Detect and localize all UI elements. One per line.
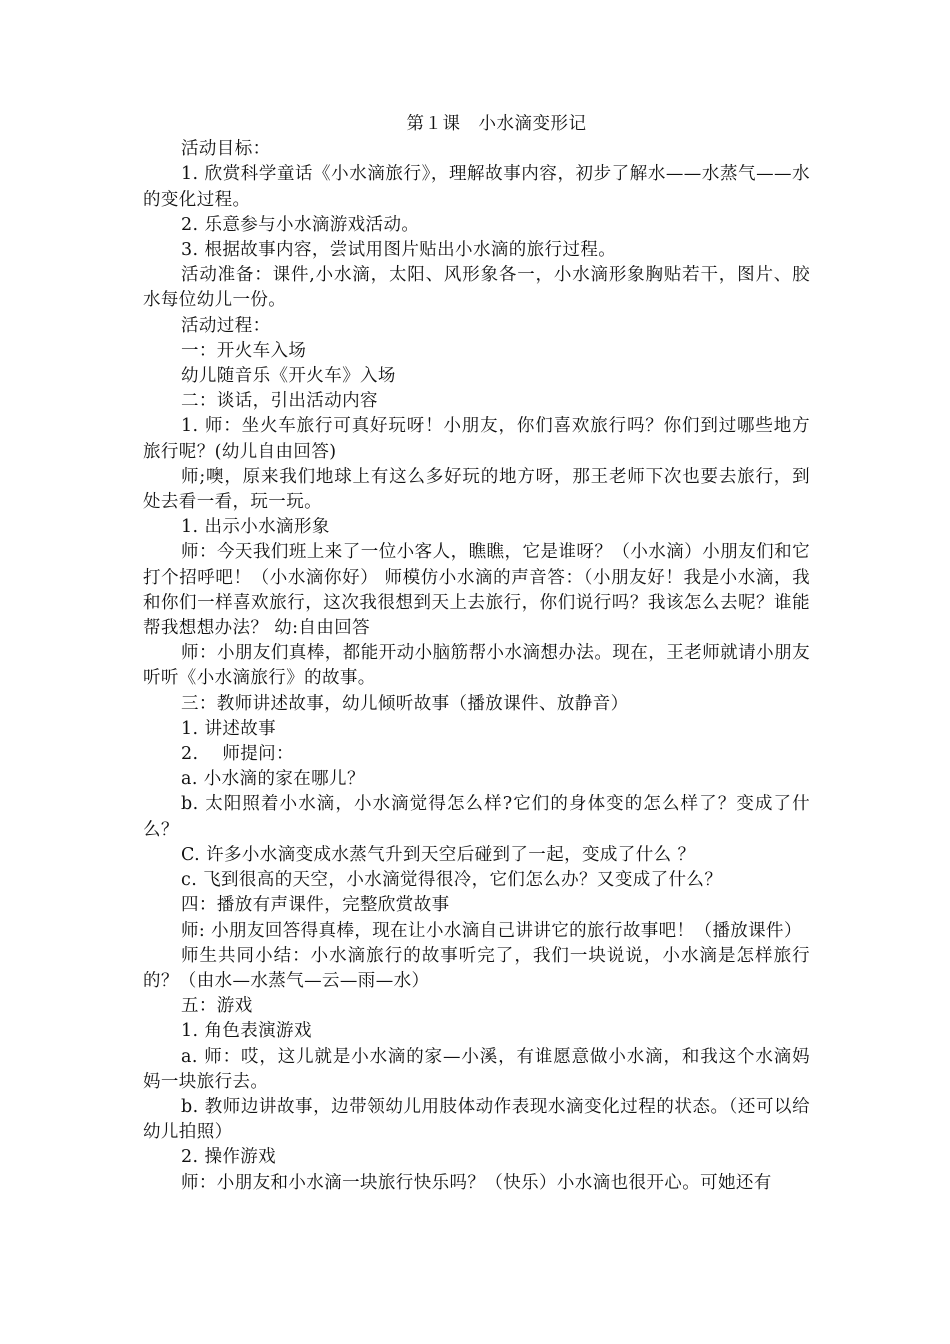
- paragraph: 一：开火车入场: [181, 340, 307, 361]
- paragraph: 四：播放有声课件，完整欣赏故事: [181, 895, 450, 916]
- paragraph: 2. 师提问：: [181, 744, 294, 765]
- paragraph: 师: 小朋友回答得真棒，现在让小水滴自己讲讲它的旅行故事吧！（播放课件）: [181, 920, 802, 941]
- paragraph: 师：今天我们班上来了一位小客人，瞧瞧，它是谁呀？（小水滴）小朋友们和它打个招呼吧！（小水滴你好） 师模仿小水滴的声音答：（小朋友好！我是小水滴，我和你们一样喜欢旅行，这次我很想到天上去旅行，你们说行吗？我该怎么去呢？谁能帮我想想办法？ 幼:自由回答: [143, 542, 810, 639]
- paragraph: 1. 师：坐火车旅行可真好玩呀！小朋友，你们喜欢旅行吗？你们到过哪些地方旅行呢？(幼儿自由回答): [143, 416, 810, 462]
- paragraph: 1. 出示小水滴形象: [181, 517, 330, 538]
- paragraph: 1. 欣赏科学童话《小水滴旅行》，理解故事内容，初步了解水——水蒸气——水的变化过程。: [143, 164, 810, 210]
- paragraph: 幼儿随音乐《开火车》入场: [181, 366, 396, 387]
- paragraph: b. 教师边讲故事，边带领幼儿用肢体动作表现水滴变化过程的状态。（还可以给幼儿拍照）: [143, 1096, 811, 1143]
- paragraph: 三：教师讲述故事，幼儿倾听故事（播放课件、放静音）: [181, 693, 629, 714]
- paragraph: 活动过程：: [181, 315, 271, 336]
- paragraph: 师：小朋友们真棒，都能开动小脑筋帮小水滴想办法。现在，王老师就请小朋友听听《小水滴旅行》的故事。: [143, 643, 810, 689]
- document-body: [143, 137, 810, 1196]
- paragraph: b. 太阳照着小水滴，小水滴觉得怎么样?它们的身体变的怎么样了？变成了什么？: [143, 794, 810, 840]
- paragraph: 二：谈话，引出活动内容: [181, 391, 378, 412]
- paragraph: 师生共同小结：小水滴旅行的故事听完了，我们一块说说，小水滴是怎样旅行的？（由水—水蒸气—云—雨—水）: [143, 945, 810, 991]
- document-title: 第１课 小水滴变形记: [406, 114, 587, 134]
- paragraph: 2. 操作游戏: [181, 1147, 277, 1168]
- paragraph: a. 师：哎，这儿就是小水滴的家—小溪，有谁愿意做小水滴，和我这个水滴妈妈一块旅行去。: [143, 1046, 810, 1092]
- document-page: [143, 112, 810, 1196]
- paragraph: 3. 根据故事内容，尝试用图片贴出小水滴的旅行过程。: [181, 240, 617, 261]
- paragraph: 活动准备：课件,小水滴，太阳、风形象各一，小水滴形象胸贴若干，图片、胶水每位幼儿一份。: [143, 265, 810, 311]
- paragraph: 师;噢，原来我们地球上有这么多好玩的地方呀，那王老师下次也要去旅行，到处去看一看，玩一玩。: [143, 466, 810, 513]
- paragraph: 1. 讲述故事: [181, 718, 277, 739]
- paragraph: 活动目标：: [181, 139, 271, 160]
- paragraph: 五：游戏: [181, 996, 253, 1017]
- paragraph: a. 小水滴的家在哪儿？: [181, 769, 365, 790]
- paragraph: 师：小朋友和小水滴一块旅行快乐吗？（快乐）小水滴也很开心。可她还有: [181, 1172, 772, 1193]
- paragraph: c. 飞到很高的天空，小水滴觉得很冷，它们怎么办？又变成了什么？: [181, 870, 723, 891]
- paragraph: 1. 角色表演游戏: [181, 1021, 312, 1042]
- paragraph: 2. 乐意参与小水滴游戏活动。: [181, 214, 420, 235]
- paragraph: C. 许多小水滴变成水蒸气升到天空后碰到了一起，变成了什么 ？: [181, 844, 696, 865]
